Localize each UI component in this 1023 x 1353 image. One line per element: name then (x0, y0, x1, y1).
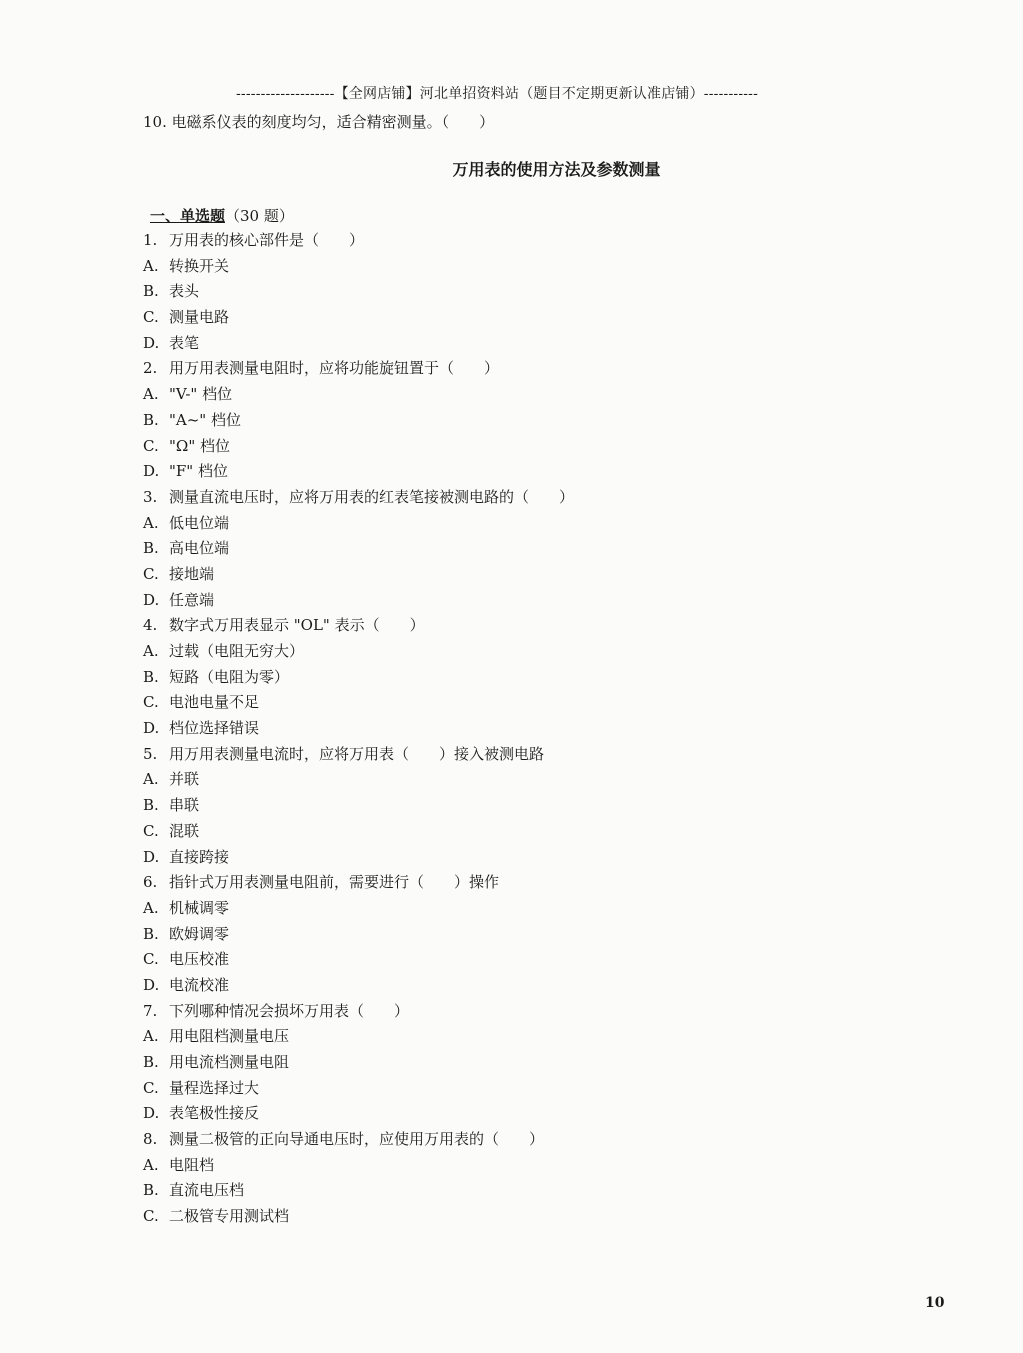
answer-option (143, 588, 863, 614)
question-number: 3. (143, 487, 158, 506)
question-text: 用万用表测量电阻时，应将功能旋钮置于（ ） (169, 359, 500, 378)
answer-option (143, 536, 863, 562)
option-text: 机械调零 (169, 898, 230, 917)
option-letter: B. (143, 1181, 159, 1200)
answer-option (143, 1101, 863, 1127)
option-text: 过载（电阻无穷大） (169, 642, 305, 660)
answer-option (143, 1178, 863, 1204)
option-text: 测量电路 (169, 308, 230, 327)
option-letter: A. (143, 770, 159, 789)
question-stem (143, 613, 863, 639)
option-letter: D. (143, 975, 160, 994)
option-text: 用电流档测量电阻 (169, 1053, 290, 1071)
option-letter: B. (143, 796, 159, 815)
answer-option (143, 793, 863, 819)
option-letter: A. (143, 1027, 159, 1046)
question-stem (143, 485, 863, 511)
question-text: 用万用表测量电流时，应将万用表（ ）接入被测电路 (169, 744, 545, 763)
option-text: 量程选择过大 (169, 1078, 260, 1097)
answer-option (143, 1204, 863, 1230)
answer-option (143, 511, 863, 537)
answer-option (143, 896, 863, 922)
question-stem (143, 228, 863, 254)
answer-option (143, 845, 863, 871)
answer-option (143, 305, 863, 331)
answer-option (143, 639, 863, 665)
question-stem (143, 999, 863, 1025)
question-stem (143, 356, 863, 382)
option-letter: D. (143, 1104, 160, 1123)
answer-option (143, 254, 863, 280)
option-letter: B. (143, 924, 159, 943)
question-number: 7. (143, 1001, 158, 1020)
answer-option (143, 973, 863, 999)
option-letter: C. (143, 308, 159, 327)
answer-option (143, 716, 863, 742)
option-text: "F" 档位 (169, 462, 228, 481)
option-text: 电阻档 (169, 1155, 215, 1174)
option-text: 用电阻档测量电压 (169, 1027, 290, 1046)
option-text: 任意端 (169, 590, 215, 609)
option-letter: D. (143, 847, 160, 866)
option-text: 电压校准 (169, 950, 230, 969)
option-letter: C. (143, 693, 159, 712)
option-text: 混联 (169, 821, 200, 840)
option-letter: D. (143, 590, 160, 609)
question-number: 1. (143, 231, 158, 249)
option-letter: A. (143, 256, 159, 275)
option-letter: A. (143, 513, 159, 532)
option-text: 直接跨接 (169, 847, 230, 866)
option-letter: B. (143, 410, 159, 429)
previous-question (143, 111, 494, 132)
answer-option (143, 331, 863, 357)
answer-option (143, 947, 863, 973)
answer-option (143, 562, 863, 588)
option-letter: D. (143, 719, 160, 738)
part-heading (150, 205, 294, 226)
section-title: 万用表的使用方法及参数测量 (452, 160, 661, 179)
option-letter: B. (143, 539, 159, 558)
question-text: 数字式万用表显示 "OL" 表示（ ） (169, 616, 425, 635)
option-text: 直流电压档 (169, 1181, 245, 1200)
option-text: 电流校准 (169, 975, 230, 994)
question-stem (143, 742, 863, 768)
answer-option (143, 1050, 863, 1076)
answer-option (143, 408, 863, 434)
question-number: 4. (143, 616, 158, 635)
option-letter: C. (143, 1207, 159, 1226)
option-text: 表笔 (169, 333, 200, 352)
option-letter: D. (143, 333, 160, 352)
answer-option (143, 1153, 863, 1179)
answer-option (143, 922, 863, 948)
answer-option (143, 819, 863, 845)
option-text: 表笔极性接反 (169, 1104, 260, 1123)
answer-option (143, 279, 863, 305)
question-stem (143, 1127, 863, 1153)
option-letter: B. (143, 667, 159, 686)
option-letter: A. (143, 642, 159, 660)
question-text: 万用表的核心部件是（ ） (169, 231, 365, 249)
option-letter: C. (143, 1078, 159, 1097)
option-letter: C. (143, 436, 159, 455)
option-text: 转换开关 (169, 256, 230, 275)
previous-question-number: 10. (143, 113, 167, 131)
option-letter: C. (143, 564, 159, 583)
option-text: 欧姆调零 (169, 924, 230, 943)
question-stem (143, 870, 863, 896)
question-number: 2. (143, 359, 158, 378)
option-text: 二极管专用测试档 (169, 1207, 290, 1226)
option-text: 档位选择错误 (169, 719, 260, 738)
page-number: 10 (925, 1295, 945, 1311)
answer-option (143, 434, 863, 460)
option-text: 低电位端 (169, 513, 230, 532)
question-number: 5. (143, 744, 158, 763)
option-text: 电池电量不足 (169, 693, 260, 712)
option-letter: C. (143, 950, 159, 969)
answer-option (143, 459, 863, 485)
option-letter: C. (143, 821, 159, 840)
option-letter: A. (143, 1155, 159, 1174)
answer-option (143, 1024, 863, 1050)
option-text: 高电位端 (169, 539, 230, 558)
option-letter: D. (143, 462, 160, 481)
answer-option (143, 690, 863, 716)
question-text: 测量二极管的正向导通电压时，应使用万用表的（ ） (169, 1130, 545, 1149)
question-number: 6. (143, 873, 158, 892)
question-list (143, 228, 863, 1230)
answer-option (143, 767, 863, 793)
answer-option (143, 665, 863, 691)
option-text: 并联 (169, 770, 200, 789)
option-text: 接地端 (169, 564, 215, 583)
shop-header-banner: --------------------【全网店铺】河北单招资料站（题目不定期更新认准店铺）----------- (236, 86, 759, 102)
option-letter: A. (143, 898, 159, 917)
previous-question-text: 电磁系仪表的刻度均匀，适合精密测量。（ ） (171, 113, 495, 131)
answer-option (143, 1076, 863, 1102)
question-number: 8. (143, 1130, 158, 1149)
answer-option (143, 382, 863, 408)
option-letter: A. (143, 385, 159, 404)
part-count: （30 题） (225, 207, 294, 225)
option-text: "Ω" 档位 (169, 436, 231, 455)
question-text: 测量直流电压时，应将万用表的红表笔接被测电路的（ ） (169, 487, 575, 506)
option-text: 串联 (169, 796, 200, 815)
question-text: 下列哪种情况会损坏万用表（ ） (169, 1001, 410, 1020)
part-label: 一、单选题 (150, 207, 226, 225)
option-text: 表头 (169, 282, 200, 301)
option-letter: B. (143, 282, 159, 301)
option-text: "A~" 档位 (169, 410, 241, 429)
option-text: 短路（电阻为零） (169, 667, 290, 686)
question-text: 指针式万用表测量电阻前，需要进行（ ）操作 (169, 873, 500, 892)
option-letter: B. (143, 1053, 159, 1071)
option-text: "V-" 档位 (169, 385, 233, 404)
